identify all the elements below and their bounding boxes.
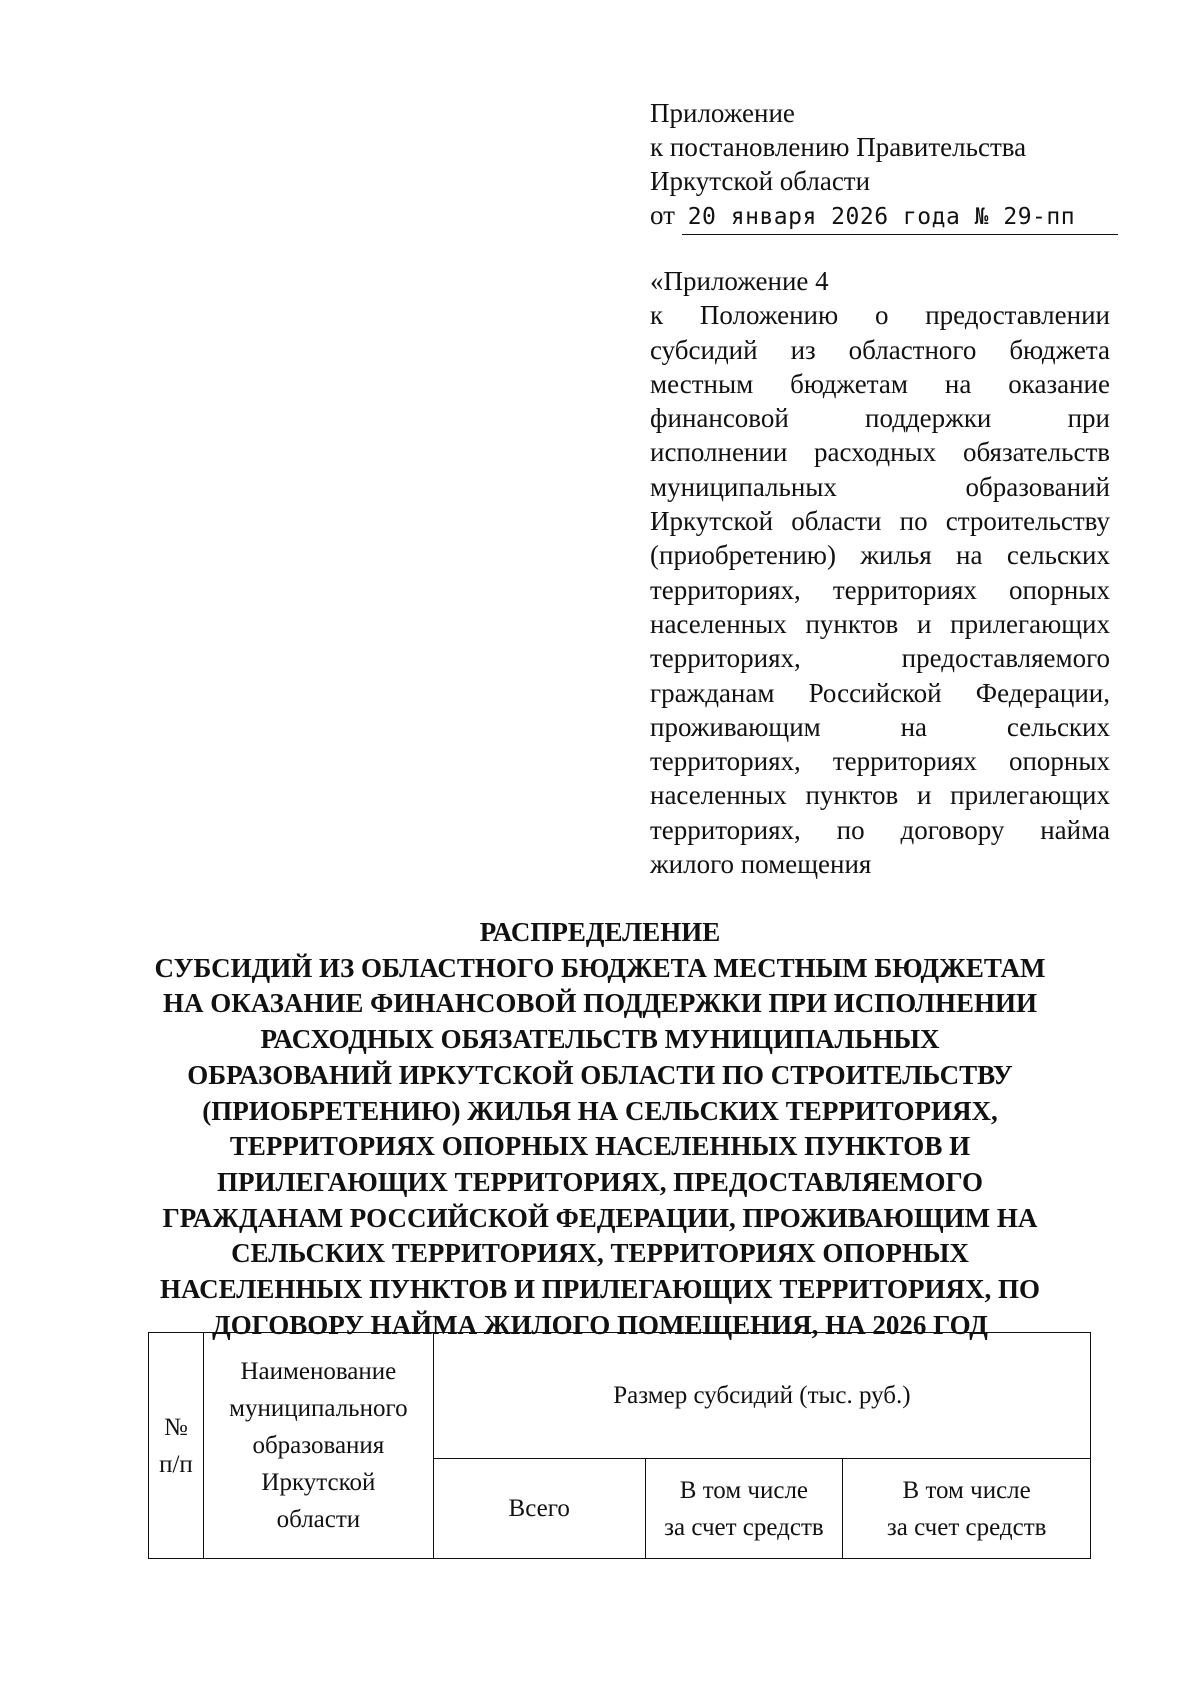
heading-line: ПРИЛЕГАЮЩИХ ТЕРРИТОРИЯХ, ПРЕДОСТАВЛЯЕМОГО — [217, 1166, 983, 1197]
header-subsidy-amount: Размер субсидий (тыс. руб.) — [433, 1333, 1090, 1459]
heading-line: ДОГОВОРУ НАЙМА ЖИЛОГО ПОМЕЩЕНИЯ, НА 2026 ГОД — [212, 1309, 988, 1340]
appendix-block — [650, 264, 1110, 881]
date-value: 20 января 2026 года № 29-пп — [682, 200, 1118, 235]
approval-line: Иркутской области — [650, 166, 871, 196]
appendix-body: к Положению о предоставлении субсидий из областного бюджета местным бюджетам на оказание финансовой поддержки при исполнении расходных обязательств муниципальных образований Иркутской области по строительству (приобретению) жилья на сельских территориях, территориях опорных населенных пунктов и прилегающих территориях, предоставляемого гражданам Российской Федерации, проживающим на сельских территориях, территориях опорных населенных пунктов и прилегающих территориях, по договору найма жилого помещения — [650, 300, 1110, 880]
heading-line: ОБРАЗОВАНИЙ ИРКУТСКОЙ ОБЛАСТИ ПО СТРОИТЕЛЬСТВУ — [187, 1059, 1013, 1090]
approval-block — [650, 96, 1120, 235]
header-municipality: Наименование муниципального образования Иркутской области — [203, 1333, 433, 1559]
header-total: Всего — [433, 1459, 645, 1559]
heading-line: (ПРИОБРЕТЕНИЮ) ЖИЛЬЯ НА СЕЛЬСКИХ ТЕРРИТОРИЯХ, — [202, 1095, 998, 1126]
document-heading — [130, 915, 1070, 1343]
approval-line: Приложение — [650, 98, 795, 128]
heading-line: НА ОКАЗАНИЕ ФИНАНСОВОЙ ПОДДЕРЖКИ ПРИ ИСПОЛНЕНИИ — [162, 988, 1038, 1019]
heading-line: РАСПРЕДЕЛЕНИЕ — [479, 917, 721, 947]
approval-date-line — [650, 198, 1120, 235]
heading-line: ГРАЖДАНАМ РОССИЙСКОЙ ФЕДЕРАЦИИ, ПРОЖИВАЮЩИМ НА — [162, 1202, 1038, 1233]
heading-line: НАСЕЛЕННЫХ ПУНКТОВ И ПРИЛЕГАЮЩИХ ТЕРРИТОРИЯХ, ПО — [159, 1274, 1041, 1305]
approval-line: к постановлению Правительства — [650, 132, 1027, 162]
heading-line: РАСХОДНЫХ ОБЯЗАТЕЛЬСТВ МУНИЦИПАЛЬНЫХ — [260, 1024, 940, 1055]
appendix-title: «Приложение 4 — [650, 266, 829, 296]
date-prefix: от — [650, 200, 675, 230]
header-including-2: В том числе за счет средств — [843, 1459, 1091, 1559]
heading-line: ТЕРРИТОРИЯХ ОПОРНЫХ НАСЕЛЕННЫХ ПУНКТОВ И — [229, 1131, 971, 1162]
header-number: № п/п — [149, 1333, 204, 1559]
header-including-1: В том числе за счет средств — [645, 1459, 843, 1559]
heading-line: СУБСИДИЙ ИЗ ОБЛАСТНОГО БЮДЖЕТА МЕСТНЫМ БЮДЖЕТАМ — [154, 952, 1046, 983]
subsidy-table — [148, 1332, 1091, 1559]
heading-line: СЕЛЬСКИХ ТЕРРИТОРИЯХ, ТЕРРИТОРИЯХ ОПОРНЫХ — [231, 1238, 969, 1269]
